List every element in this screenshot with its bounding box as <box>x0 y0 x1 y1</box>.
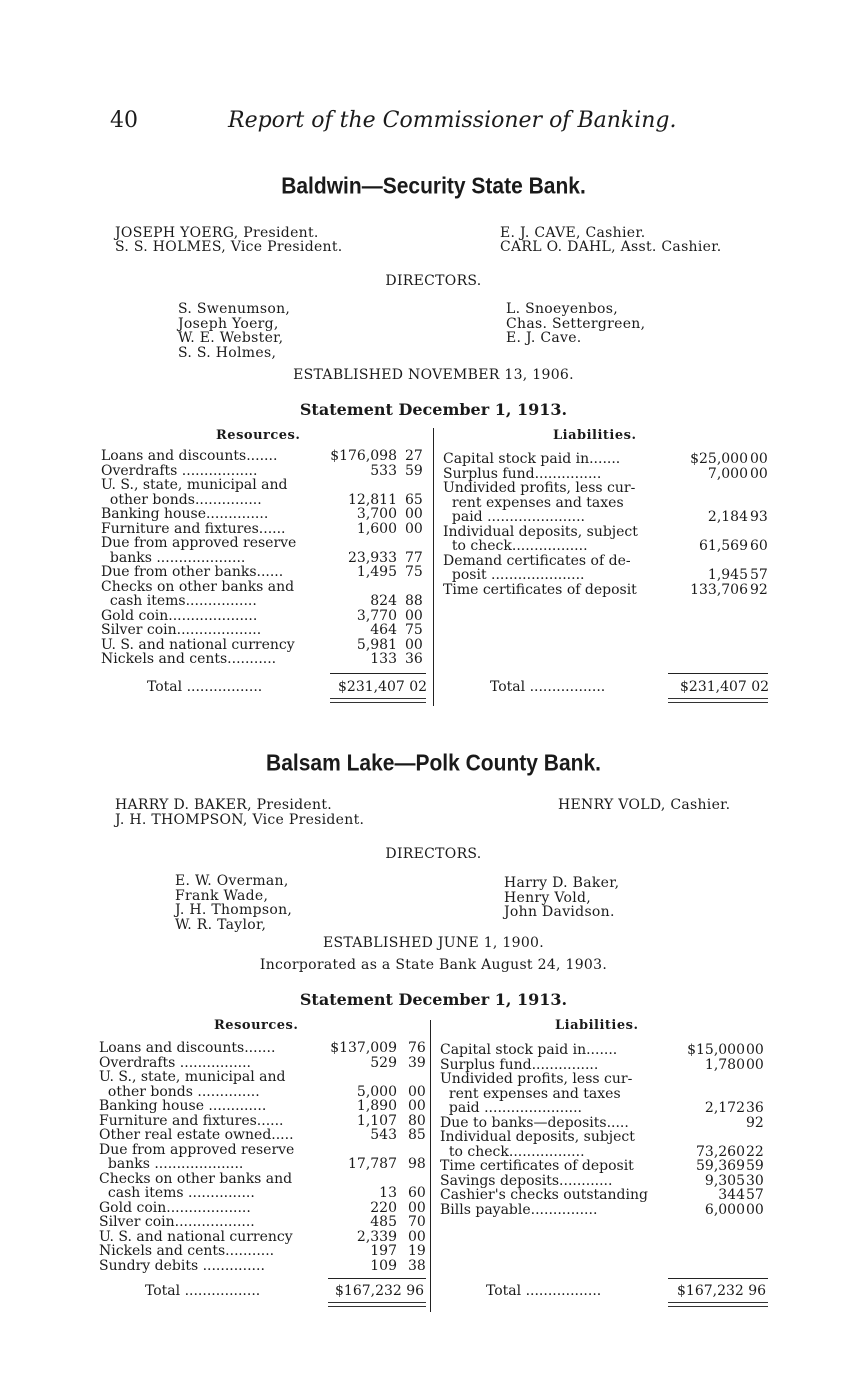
ledger-cents: 00 <box>750 465 768 482</box>
ledger-cents: 00 <box>408 1228 426 1245</box>
ledger-row <box>443 467 773 482</box>
ledger-cents: 77 <box>405 549 423 566</box>
running-header: Report of the Commissioner of Banking. <box>228 108 677 133</box>
directors-heading: DIRECTORS. <box>385 846 482 862</box>
ledger-label: Capital stock paid in....... <box>443 452 621 467</box>
ledger-label: Loans and discounts....... <box>101 449 278 464</box>
ledger-row <box>99 1215 429 1230</box>
ledger-dollars: 5,000 <box>356 1083 397 1100</box>
ledger-dollars: 133 <box>370 651 397 667</box>
ledger-label: Overdrafts ................. <box>101 463 258 478</box>
ledger-dollars: 3,770 <box>356 607 397 624</box>
ledger-row <box>101 609 431 624</box>
ledger-dollars: 464 <box>370 622 397 638</box>
ledger-dollars: 485 <box>370 1214 397 1230</box>
ledger-row <box>101 623 431 638</box>
director: Chas. Settergreen, <box>506 315 646 332</box>
ledger-row <box>440 1101 770 1116</box>
ledger-row <box>99 1244 429 1259</box>
ledger-label: Undivided profits, less cur- <box>440 1072 633 1087</box>
ledger-dollars: $176,098 <box>330 448 397 464</box>
ledger-label: Individual deposits, subject <box>443 524 638 539</box>
ledger-dollars: 59,369 <box>696 1158 745 1174</box>
ledger-row <box>99 1114 429 1129</box>
ledger-row <box>99 1085 429 1100</box>
officer-cashier: E. J. CAVE, Cashier. <box>500 225 646 241</box>
ledger-cents: 80 <box>408 1112 426 1129</box>
ledger-dollars: 12,811 <box>348 491 397 508</box>
ledger-row <box>443 525 773 540</box>
ledger-row <box>443 539 773 554</box>
ledger-dollars: 23,933 <box>348 549 397 566</box>
ledger-label: Due from approved reserve <box>101 536 297 551</box>
ledger-cents: 19 <box>408 1243 426 1259</box>
ledger-label: Nickels and cents........... <box>99 1244 275 1259</box>
ledger-row <box>443 554 773 569</box>
ledger-row <box>440 1043 770 1058</box>
ledger-row <box>99 1143 429 1158</box>
liabilities-heading: Liabilities. <box>555 1018 639 1033</box>
statement-heading: Statement December 1, 1913. <box>299 990 568 1009</box>
ledger-dollars: 6,000 <box>704 1201 745 1218</box>
ledger-row <box>99 1172 429 1187</box>
ledger-cents: 92 <box>746 1114 764 1131</box>
director: John Davidson. <box>504 904 615 920</box>
ledger-dollars: 529 <box>370 1054 397 1071</box>
ledger-label: Savings deposits............ <box>440 1173 613 1188</box>
officer-president: HARRY D. BAKER, President. <box>115 797 333 813</box>
ledger-label: other bonds............... <box>101 492 262 507</box>
ledger-cents: 98 <box>408 1156 426 1172</box>
ledger-row <box>101 652 431 667</box>
ledger-label: cash items................ <box>101 594 257 609</box>
established-date: ESTABLISHED NOVEMBER 13, 1906. <box>293 367 574 383</box>
total-resources: $167,232 96 <box>335 1283 425 1299</box>
ledger-cents: 65 <box>405 491 423 508</box>
bank-title-baldwin: Baldwin—Security State Bank. <box>281 174 586 199</box>
resources-heading: Resources. <box>216 428 301 443</box>
ledger-row <box>440 1072 770 1087</box>
ledger-label: paid ...................... <box>443 510 586 525</box>
resources-table <box>101 449 431 667</box>
ledger-label: cash items ............... <box>99 1186 255 1201</box>
ledger-cents: 57 <box>750 567 768 583</box>
ledger-label: Time certificates of deposit <box>440 1159 634 1174</box>
ledger-cents: 00 <box>405 607 423 624</box>
double-rule <box>668 1302 768 1307</box>
ledger-row <box>440 1174 770 1189</box>
ledger-cents: 75 <box>405 622 423 638</box>
ledger-label: U. S., state, municipal and <box>99 1070 286 1085</box>
ledger-dollars: 1,890 <box>356 1098 397 1114</box>
total-label: Total ................. <box>486 1283 602 1299</box>
ledger-cents: 57 <box>746 1187 764 1203</box>
ledger-label: Loans and discounts....... <box>99 1041 276 1056</box>
ledger-dollars: 533 <box>370 462 397 479</box>
officer-vice-president: J. H. THOMPSON, Vice President. <box>115 812 365 828</box>
ledger-row <box>101 478 431 493</box>
ledger-cents: 00 <box>405 636 423 653</box>
ledger-dollars: 1,495 <box>356 564 397 580</box>
officer-vice-president: S. S. HOLMES, Vice President. <box>115 239 343 255</box>
ledger-label: Sundry debits .............. <box>99 1258 265 1273</box>
ledger-cents: 00 <box>408 1199 426 1216</box>
directors-list-left <box>175 874 292 932</box>
ledger-row <box>101 638 431 653</box>
ledger-row <box>99 1157 429 1172</box>
ledger-dollars: 61,569 <box>699 538 748 554</box>
director: W. E. Webster, <box>178 330 284 346</box>
ledger-cents: 00 <box>746 1201 764 1218</box>
ledger-dollars: $15,000 <box>687 1042 745 1058</box>
ledger-row <box>101 449 431 464</box>
ledger-dollars: 7,000 <box>707 465 748 482</box>
ledger-cents: 22 <box>746 1143 764 1160</box>
ledger-label: posit ..................... <box>443 568 585 583</box>
bank-title-balsam-lake: Balsam Lake—Polk County Bank. <box>266 751 601 776</box>
ledger-cents: 27 <box>405 448 423 464</box>
ledger-row <box>99 1099 429 1114</box>
ledger-row <box>99 1128 429 1143</box>
ledger-label: Checks on other banks and <box>99 1171 293 1186</box>
ledger-row <box>101 594 431 609</box>
ledger-dollars: $25,000 <box>690 451 748 467</box>
ledger-label: Demand certificates of de- <box>443 553 631 568</box>
total-label: Total ................. <box>147 679 263 695</box>
ledger-cents: 36 <box>405 651 423 667</box>
ledger-dollars: 109 <box>370 1257 397 1274</box>
director: S. S. Holmes, <box>178 344 277 361</box>
ledger-label: banks .................... <box>101 550 246 565</box>
ledger-label: rent expenses and taxes <box>443 495 624 510</box>
ledger-row <box>101 493 431 508</box>
ledger-label: Furniture and fixtures...... <box>101 521 286 536</box>
resources-table <box>99 1041 429 1273</box>
total-rule <box>330 673 426 674</box>
ledger-label: rent expenses and taxes <box>440 1086 621 1101</box>
ledger-label: Other real estate owned..... <box>99 1128 294 1143</box>
ledger-dollars: 1,600 <box>356 520 397 537</box>
ledger-cents: 00 <box>408 1083 426 1100</box>
director: S. Swenumson, <box>178 301 291 317</box>
ledger-row <box>443 452 773 467</box>
ledger-label: Silver coin.................. <box>99 1215 255 1230</box>
ledger-cents: 93 <box>750 509 768 525</box>
ledger-label: to check................. <box>443 539 588 554</box>
ledger-row <box>99 1230 429 1245</box>
total-rule <box>668 1278 768 1279</box>
total-rule <box>328 1278 426 1279</box>
established-date: ESTABLISHED JUNE 1, 1900. <box>322 935 545 951</box>
total-label: Total ................. <box>490 679 606 695</box>
ledger-row <box>101 464 431 479</box>
ledger-label: to check................. <box>440 1144 585 1159</box>
double-rule <box>668 698 768 703</box>
ledger-row <box>99 1070 429 1085</box>
ledger-cents: 70 <box>408 1214 426 1230</box>
director: Henry Vold, <box>504 889 592 906</box>
ledger-row <box>99 1201 429 1216</box>
directors-list-right <box>504 876 619 920</box>
statement-heading: Statement December 1, 1913. <box>299 400 568 419</box>
ledger-row <box>440 1188 770 1203</box>
ledger-row <box>443 510 773 525</box>
ledger-cents: 30 <box>746 1172 764 1189</box>
ledger-row <box>440 1087 770 1102</box>
officer-cashier: HENRY VOLD, Cashier. <box>558 797 731 813</box>
ledger-dollars: 220 <box>370 1199 397 1216</box>
incorporated-date: Incorporated as a State Bank August 24, 1903. <box>259 957 608 973</box>
ledger-cents: 00 <box>746 1042 764 1058</box>
director: J. H. Thompson, <box>175 902 293 918</box>
ledger-row <box>101 522 431 537</box>
director: E. W. Overman, <box>175 873 289 889</box>
director: Frank Wade, <box>175 887 269 904</box>
ledger-row <box>99 1056 429 1071</box>
ledger-label: Overdrafts ................ <box>99 1055 252 1070</box>
ledger-cents: 00 <box>750 451 768 467</box>
ledger-row <box>101 551 431 566</box>
ledger-label: Undivided profits, less cur- <box>443 481 636 496</box>
ledger-cents: 00 <box>405 520 423 537</box>
ledger-dollars: 17,787 <box>348 1156 397 1172</box>
director: E. J. Cave. <box>506 330 582 346</box>
ledger-label: Surplus fund............... <box>440 1057 599 1072</box>
ledger-label: banks .................... <box>99 1157 244 1172</box>
ledger-cents: 92 <box>750 581 768 598</box>
ledger-row <box>443 496 773 511</box>
officer-president: JOSEPH YOERG, President. <box>115 225 319 241</box>
ledger-label: U. S. and national currency <box>99 1229 293 1244</box>
ledger-label: Banking house.............. <box>101 507 269 522</box>
ledger-cents: 00 <box>746 1056 764 1073</box>
ledger-label: Cashier's checks outstanding <box>440 1188 648 1203</box>
ledger-label: Bills payable............... <box>440 1202 598 1217</box>
ledger-label: Due from other banks...... <box>101 565 284 580</box>
ledger-label: Individual deposits, subject <box>440 1130 635 1145</box>
ledger-row <box>99 1186 429 1201</box>
ledger-cents: 60 <box>408 1185 426 1201</box>
ledger-dollars: 197 <box>370 1243 397 1259</box>
ledger-dollars: 2,339 <box>356 1228 397 1245</box>
liabilities-table <box>440 1043 770 1217</box>
directors-heading: DIRECTORS. <box>385 273 482 289</box>
ledger-dollars: 133,706 <box>690 581 748 598</box>
ledger-dollars: 73,260 <box>696 1143 745 1160</box>
ledger-label: Furniture and fixtures...... <box>99 1113 284 1128</box>
page-number: 40 <box>110 108 138 133</box>
ledger-cents: 75 <box>405 564 423 580</box>
ledger-cents: 00 <box>408 1098 426 1114</box>
ledger-dollars: 1,945 <box>707 567 748 583</box>
column-divider <box>430 1020 431 1312</box>
officer-asst-cashier: CARL O. DAHL, Asst. Cashier. <box>500 239 722 255</box>
ledger-label: U. S. and national currency <box>101 637 295 652</box>
ledger-row <box>440 1058 770 1073</box>
column-divider <box>433 428 434 706</box>
ledger-label: paid ...................... <box>440 1101 583 1116</box>
directors-list-right <box>506 302 645 346</box>
ledger-dollars: 3,700 <box>356 506 397 522</box>
ledger-label: Capital stock paid in....... <box>440 1043 618 1058</box>
total-resources: $231,407 02 <box>338 679 428 695</box>
ledger-label: Due from approved reserve <box>99 1142 295 1157</box>
ledger-row <box>440 1145 770 1160</box>
ledger-dollars: 344 <box>718 1187 745 1203</box>
ledger-dollars: 2,184 <box>707 509 748 525</box>
double-rule <box>330 698 426 703</box>
ledger-row <box>101 580 431 595</box>
ledger-cents: 36 <box>746 1100 764 1116</box>
total-rule <box>668 673 768 674</box>
directors-list-left <box>178 302 290 360</box>
total-liabilities: $167,232 96 <box>677 1283 767 1299</box>
ledger-cents: 60 <box>750 538 768 554</box>
ledger-cents: 00 <box>405 506 423 522</box>
ledger-label: Checks on other banks and <box>101 579 295 594</box>
director: Joseph Yoerg, <box>178 315 279 332</box>
liabilities-table <box>443 452 773 597</box>
ledger-dollars: 1,107 <box>356 1112 397 1129</box>
ledger-cents: 59 <box>405 462 423 479</box>
ledger-row <box>440 1159 770 1174</box>
ledger-label: other bonds .............. <box>99 1084 260 1099</box>
ledger-label: U. S., state, municipal and <box>101 478 288 493</box>
ledger-dollars: 5,981 <box>356 636 397 653</box>
ledger-dollars: 9,305 <box>704 1172 745 1189</box>
ledger-row <box>443 568 773 583</box>
ledger-row <box>99 1041 429 1056</box>
ledger-row <box>101 507 431 522</box>
double-rule <box>328 1302 426 1307</box>
total-label: Total ................. <box>145 1283 261 1299</box>
ledger-label: Surplus fund............... <box>443 466 602 481</box>
ledger-label: Due to banks—deposits..... <box>440 1115 629 1130</box>
ledger-cents: 76 <box>408 1040 426 1056</box>
liabilities-heading: Liabilities. <box>553 428 637 443</box>
director: Harry D. Baker, <box>504 875 620 891</box>
ledger-dollars: 2,172 <box>704 1100 745 1116</box>
ledger-dollars: 543 <box>370 1127 397 1143</box>
ledger-row <box>443 481 773 496</box>
ledger-row <box>443 583 773 598</box>
ledger-cents: 88 <box>405 593 423 609</box>
director: L. Snoeyenbos, <box>506 301 618 317</box>
ledger-row <box>440 1203 770 1218</box>
ledger-cents: 59 <box>746 1158 764 1174</box>
ledger-dollars: 13 <box>379 1185 397 1201</box>
ledger-label: Time certificates of deposit <box>443 582 637 597</box>
ledger-cents: 85 <box>408 1127 426 1143</box>
ledger-cents: 39 <box>408 1054 426 1071</box>
ledger-cents: 38 <box>408 1257 426 1274</box>
ledger-dollars: 1,780 <box>704 1056 745 1073</box>
ledger-row <box>101 565 431 580</box>
ledger-label: Gold coin................... <box>99 1200 251 1215</box>
ledger-row <box>440 1116 770 1131</box>
ledger-row <box>101 536 431 551</box>
ledger-label: Silver coin................... <box>101 623 262 638</box>
ledger-label: Gold coin.................... <box>101 608 258 623</box>
resources-heading: Resources. <box>214 1018 299 1033</box>
ledger-row <box>440 1130 770 1145</box>
director: W. R. Taylor, <box>175 916 267 933</box>
total-liabilities: $231,407 02 <box>680 679 770 695</box>
ledger-dollars: 824 <box>370 593 397 609</box>
ledger-label: Banking house ............. <box>99 1099 267 1114</box>
ledger-row <box>99 1259 429 1274</box>
ledger-label: Nickels and cents........... <box>101 652 277 667</box>
ledger-dollars: $137,009 <box>330 1040 397 1056</box>
